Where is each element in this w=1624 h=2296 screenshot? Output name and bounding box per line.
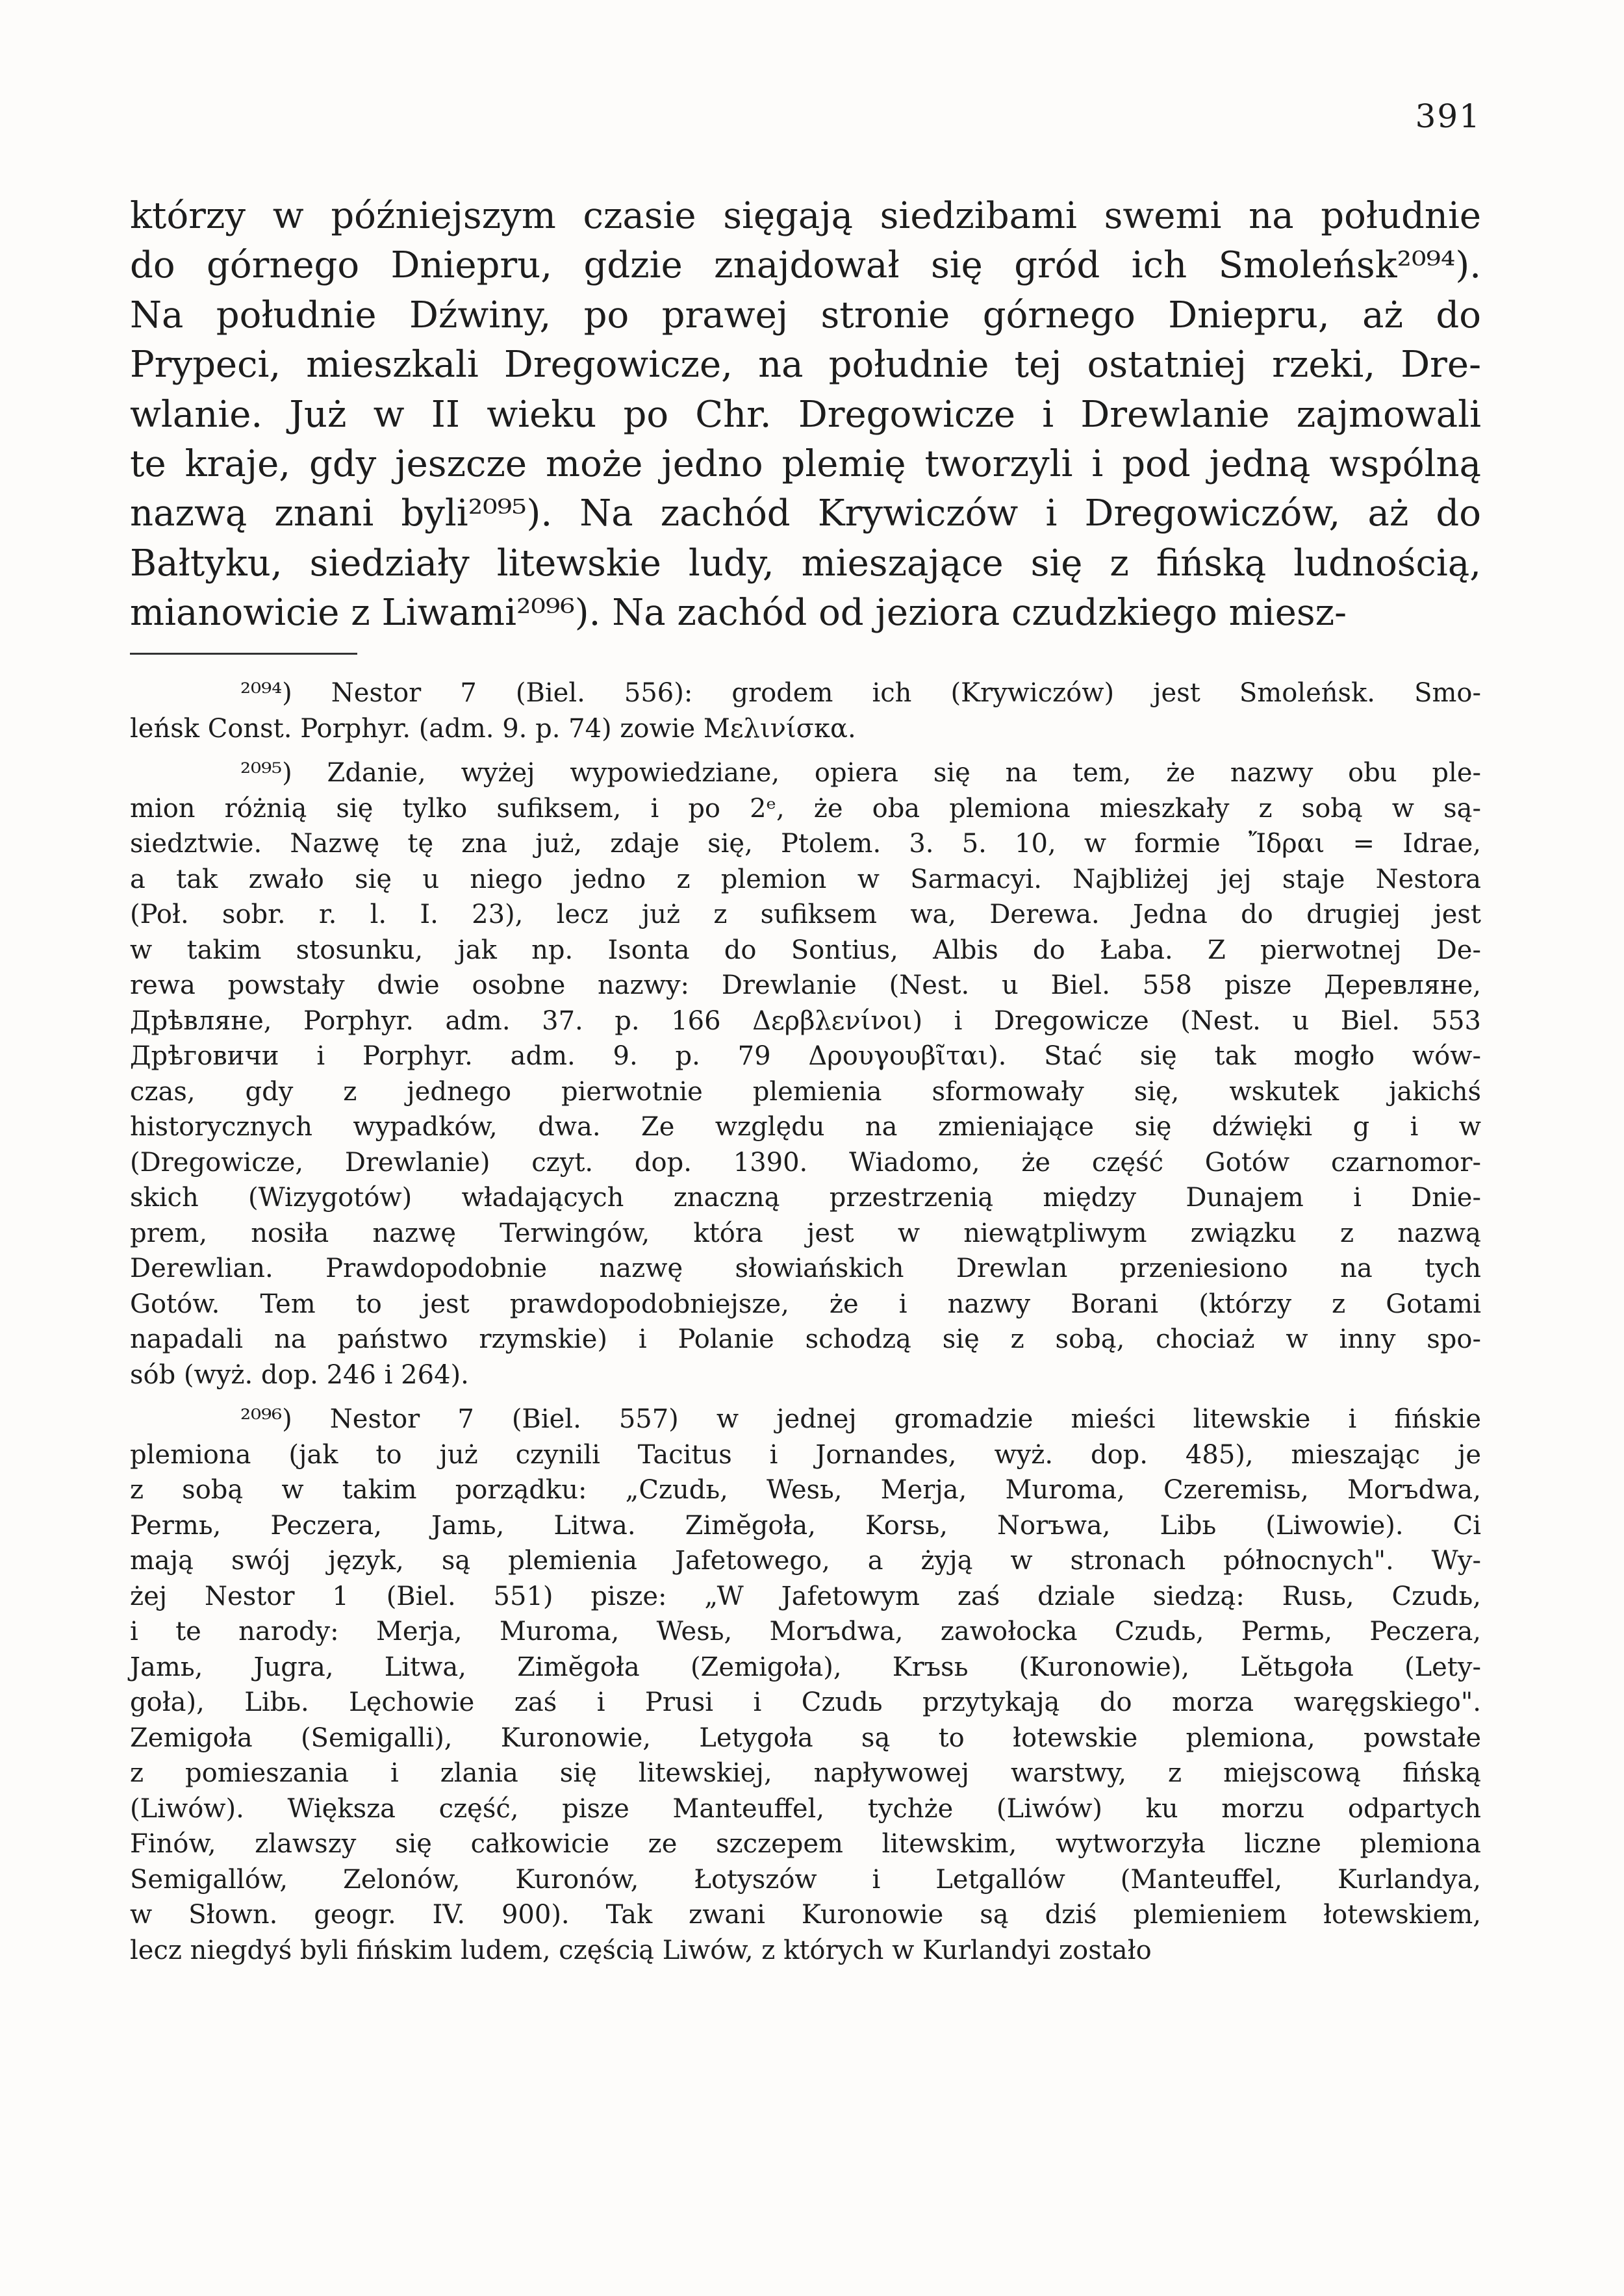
footnote-line: ²⁰⁹⁶) Nestor 7 (Biel. 557) w jednej gromadzie mieści litewskie i fińskie [240,1404,1481,1434]
footnote-line: Jamь, Jugra, Litwa, Zimĕgoła (Zemigoła), Krъsь (Kuronowie), Lĕtьgoła (Lety- [130,1652,1481,1682]
footnote-line: mają swój język, są plemienia Jafetowego, a żyją w stronach północnych". Wy- [130,1546,1481,1576]
footnote-line: ²⁰⁹⁴) Nestor 7 (Biel. 556): grodem ich (Krywiczów) jest Smoleńsk. Smo- [240,678,1481,708]
footnote [130,755,1481,1393]
footnote-gap [130,746,1481,755]
footnote-line: Gotów. Tem to jest prawdopodobniejsze, że i nazwy Borani (którzy z Gotami [130,1289,1481,1319]
main-text-line: którzy w późniejszym czasie sięgają siedzibami swemi na południe [130,195,1481,237]
footnote-line: siedztwie. Nazwę tę zna już, zdaje się, Ptolem. 3. 5. 10, w formie Ἴδραι = Idrae, [130,829,1481,859]
footnote-line: z sobą w takim porządku: „Czudь, Wesь, Merja, Muroma, Czeremisь, Morъdwa, [130,1475,1481,1505]
main-text-line: Bałtyku, siedziały litewskie ludy, mieszające się z fińską ludnością, [130,542,1481,585]
footnote [130,1402,1481,1968]
footnote-gap [130,1393,1481,1402]
footnote-line: Дрѣвляне, Porphyr. adm. 37. p. 166 Δερβλενίνοι) i Dregowicze (Nest. u Biel. 553 [130,1005,1481,1036]
footnote-line: Дрѣговичи i Porphyr. adm. 9. p. 79 Δρουγουβῖται). Stać się tak mogło wów- [130,1041,1481,1071]
main-text-line: Na południe Dźwiny, po prawej stronie górnego Dniepru, aż do [130,294,1481,336]
main-text-line: do górnego Dniepru, gdzie znajdował się gród ich Smoleńsk²⁰⁹⁴). [130,244,1481,287]
footnote-line: mion różnią się tylko sufiksem, i po 2ᵉ, że oba plemiona mieszkały z sobą w są- [130,793,1481,824]
main-text-line: mianowicie z Liwami²⁰⁹⁶). Na zachód od jeziora czudzkiego miesz- [130,592,1347,635]
page-number: 391 [1415,97,1481,135]
footnote-line: z pomieszania i zlania się litewskiej, napływowej warstwy, z miejscową fińską [130,1758,1481,1788]
main-text-line: wlanie. Już w II wieku po Chr. Dregowicze i Drewlanie zajmowali [130,393,1481,436]
footnote-line: Finów, zlawszy się całkowicie ze szczepem litewskim, wytworzyła liczne plemiona [130,1829,1481,1859]
footnote-line: Permь, Peczera, Jamь, Litwa. Zimĕgoła, Korsь, Norъwa, Libь (Liwowie). Ci [130,1510,1481,1541]
footnote-line: lecz niegdyś byli fińskim ludem, częścią Liwów, z których w Kurlandyi zostało [130,1935,1152,1965]
footnote-line: a tak zwało się u niego jedno z plemion w Sarmacyi. Najbliżej jej staje Nestora [130,864,1481,894]
footnote-line: ²⁰⁹⁵) Zdanie, wyżej wypowiedziane, opiera się na tem, że nazwy obu ple- [240,758,1481,788]
footnote-line: sób (wyż. dop. 246 i 264). [130,1359,469,1390]
footnote-line: i te narody: Merja, Muroma, Wesь, Morъdwa, zawołocka Czudь, Permь, Peczera, [130,1617,1481,1646]
main-text-line: te kraje, gdy jeszcze może jedno plemię tworzyli i pod jedną wspólną [130,443,1481,486]
footnote-line: czas, gdy z jednego pierwotnie plemienia sformowały się, wskutek jakichś [130,1076,1481,1107]
main-text-line: Prypeci, mieszkali Dregowicze, na południe tej ostatniej rzeki, Dre- [130,344,1481,386]
footnote-divider [130,653,357,655]
footnote-line: Zemigoła (Semigalli), Kuronowie, Letygoła są to łotewskie plemiona, powstałe [130,1722,1481,1753]
footnote-line: (Liwów). Większa część, pisze Manteuffel, tychże (Liwów) ku morzu odpartych [130,1793,1481,1824]
footnote-line: historycznych wypadków, dwa. Ze względu na zmieniające się dźwięki g i w [130,1112,1481,1142]
footnote-line: plemiona (jak to już czynili Tacitus i Jornandes, wyż. dop. 485), mieszając je [130,1439,1481,1470]
footnote-line: w takim stosunku, jak np. Isonta do Sontius, Albis do Łaba. Z pierwotnej De- [130,935,1481,965]
footnote-line: prem, nosiła nazwę Terwingów, która jest w niewątpliwym związku z nazwą [130,1218,1481,1248]
footnote-line: leńsk Const. Porphyr. (adm. 9. p. 74) zowie Μελινίσκα. [130,713,856,744]
footnote-line: Semigallów, Zelonów, Kuronów, Łotyszów i Letgallów (Manteuffel, Kurlandya, [130,1864,1481,1895]
footnote-line: goła), Libь. Lęchowie zaś i Prusi i Czudь przytykają do morza waręgskiego". [130,1687,1481,1717]
footnote-line: Derewlian. Prawdopodobnie nazwę słowiańskich Drewlan przeniesiono na tych [130,1254,1481,1283]
footnote-line: w Słown. geogr. IV. 900). Tak zwani Kuronowie są dziś plemieniem łotewskiem, [130,1900,1481,1930]
footnote-line: (Poł. sobr. r. l. I. 23), lecz już z sufiksem wa, Derewa. Jedna do drugiej jest [130,900,1481,929]
footnote [130,675,1481,746]
footnote-line: rewa powstały dwie osobne nazwy: Drewlanie (Nest. u Biel. 558 pisze Деревляне, [130,970,1481,1000]
footnote-line: skich (Wizygotów) władających znaczną przestrzenią między Dunajem i Dnie- [130,1183,1481,1213]
footnote-line: żej Nestor 1 (Biel. 551) pisze: „W Jafetowym zaś dziale siedzą: Rusь, Czudь, [130,1581,1481,1611]
footnotes [130,675,1481,1968]
footnote-line: napadali na państwo rzymskie) i Polanie schodzą się z sobą, chociaż w inny spo- [130,1324,1481,1354]
footnote-line: (Dregowicze, Drewlanie) czyt. dop. 1390. Wiadomo, że część Gotów czarnomor- [130,1147,1481,1178]
main-text-line: nazwą znani byli²⁰⁹⁵). Na zachód Krywiczów i Dregowiczów, aż do [130,492,1481,535]
main-text [130,192,1481,638]
